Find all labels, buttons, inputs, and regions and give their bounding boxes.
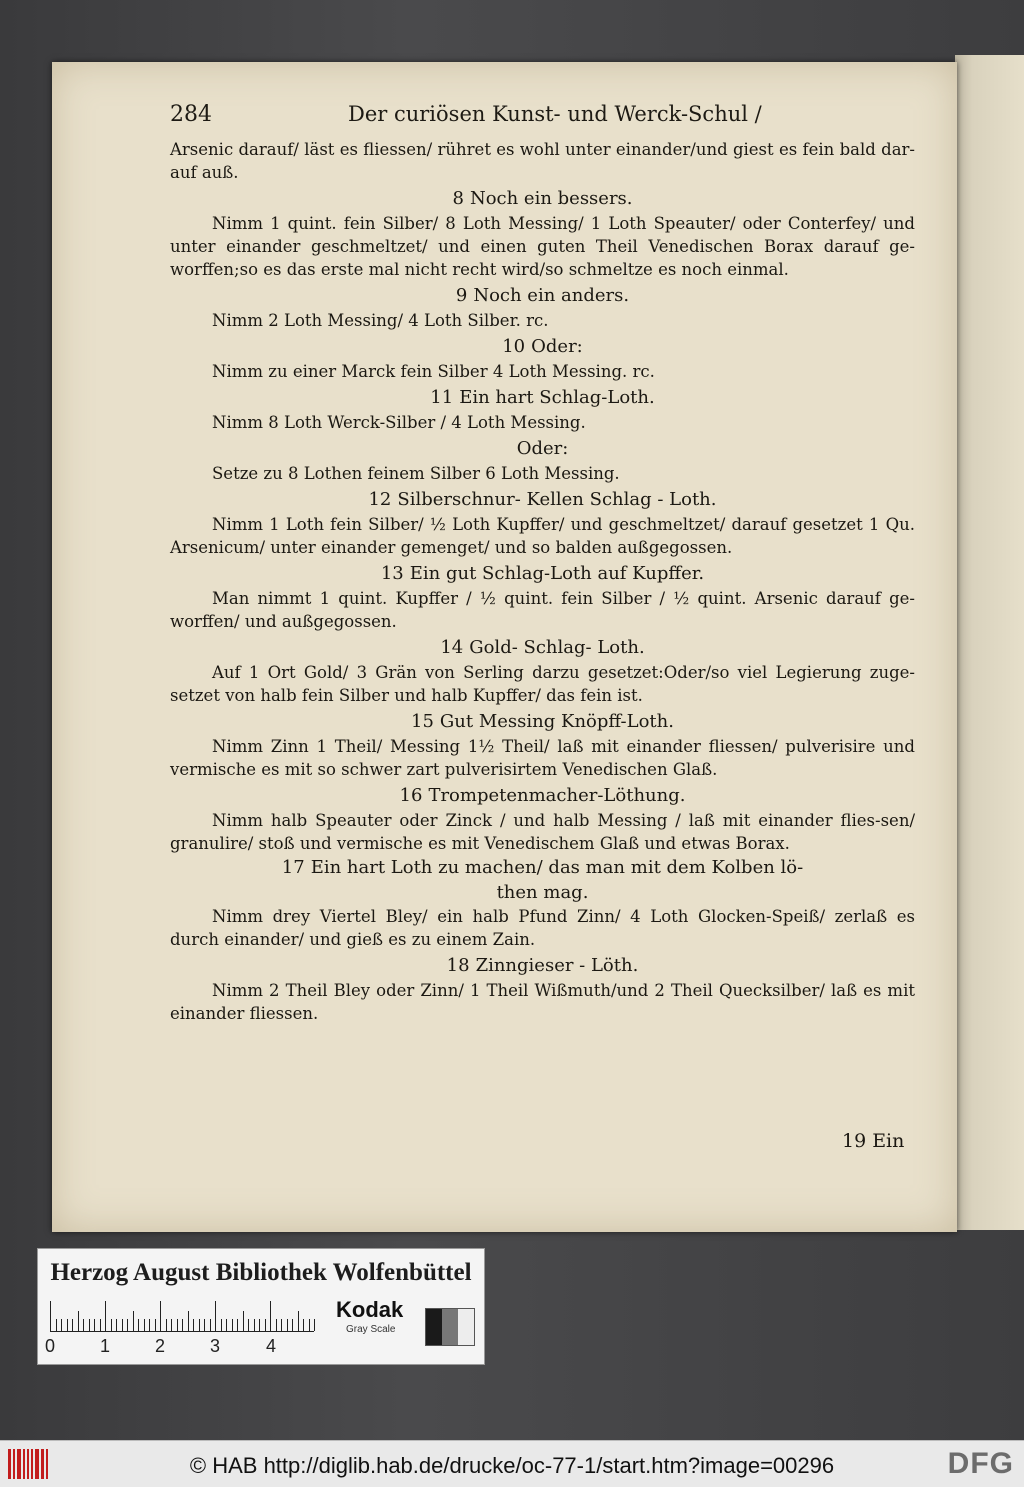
- ruler-tick: [215, 1301, 216, 1331]
- ruler-tick: [265, 1319, 266, 1331]
- ruler-tick: [67, 1319, 68, 1331]
- page-number: 284: [170, 102, 212, 127]
- recipe-heading: [170, 436, 915, 462]
- paragraph: Nimm 1 Loth fein Silber/ ½ Loth Kupffer/ und geschmeltzet/ darauf gesetzet 1 Qu. Arsenicum/ unter einander gemenget/ und so balden außgegossen.: [170, 515, 915, 557]
- ruler-tick: [160, 1301, 161, 1331]
- page-body-text: [170, 138, 915, 1025]
- paragraph: Setze zu 8 Lothen feinem Silber 6 Loth Messing.: [212, 464, 620, 483]
- ruler-tick: [56, 1319, 57, 1331]
- ruler-tick: [111, 1319, 112, 1331]
- ruler-tick: [144, 1319, 145, 1331]
- adjacent-page-edge: [955, 55, 1024, 1230]
- recipe-heading: [170, 783, 915, 809]
- recipe-number: 13: [380, 563, 404, 584]
- color-calibration-card: [37, 1248, 485, 1365]
- ruler-tick: [281, 1319, 282, 1331]
- gray-scale-label: Gray Scale: [346, 1324, 396, 1335]
- recipe-title: Noch ein anders.: [473, 285, 630, 306]
- ruler-tick: [303, 1319, 304, 1331]
- ruler-tick: [232, 1319, 233, 1331]
- recipe-heading: [170, 709, 915, 735]
- ruler-tick: [50, 1301, 51, 1331]
- ruler-tick: [149, 1319, 150, 1331]
- recipe-number: 12: [368, 489, 392, 510]
- recipe-number: 8: [452, 188, 464, 209]
- ruler-tick: [116, 1319, 117, 1331]
- ruler-tick: [298, 1311, 299, 1331]
- paragraph: Nimm 8 Loth Werck-Silber / 4 Loth Messing.: [212, 413, 586, 432]
- recipe-title: Trompetenmacher-Löthung.: [428, 785, 686, 806]
- paragraph: Arsenic darauf/ läst es fliessen/ rühret es wohl unter einander/und giest es fein bald dar-auf auß.: [170, 140, 915, 182]
- recipe-title: Ein hart Schlag-Loth.: [459, 387, 655, 408]
- ruler-tick: [193, 1319, 194, 1331]
- ruler-number: 1: [100, 1336, 111, 1356]
- ruler-number: 4: [266, 1336, 277, 1356]
- ruler-tick: [188, 1311, 189, 1331]
- recipe-title: Zinngieser - Löth.: [475, 955, 639, 976]
- ruler-tick: [270, 1301, 271, 1331]
- ruler-tick: [166, 1319, 167, 1331]
- ruler-tick: [237, 1319, 238, 1331]
- recipe-title: Ein gut Schlag-Loth auf Kupffer.: [409, 563, 705, 584]
- ruler-tick: [94, 1319, 95, 1331]
- ruler-tick: [138, 1319, 139, 1331]
- swatch-black: [426, 1309, 442, 1345]
- card-title: Herzog August Bibliothek Wolfenbüttel: [50, 1259, 472, 1286]
- ruler-tick: [61, 1319, 62, 1331]
- paragraph: Nimm 1 quint. fein Silber/ 8 Loth Messing/ 1 Loth Speauter/ oder Conterfey/ und unter einander geschmeltzet/ und einen guten Theil Venedischen Borax darauf ge-worffen;so es das erste mal nicht recht wird/so schmeltze es noch einmal.: [170, 214, 915, 279]
- book-page: [52, 62, 957, 1232]
- recipe-title: Gut Messing Knöpff-Loth.: [439, 711, 674, 732]
- ruler-tick: [221, 1319, 222, 1331]
- ruler-tick: [248, 1319, 249, 1331]
- ruler-tick: [254, 1319, 255, 1331]
- ruler-tick: [127, 1319, 128, 1331]
- ruler-tick: [204, 1319, 205, 1331]
- recipe-title: Silberschnur- Kellen Schlag - Loth.: [397, 489, 717, 510]
- ruler-number: 3: [210, 1336, 221, 1356]
- swatch-gray: [442, 1309, 458, 1345]
- recipe-title: Ein hart Loth zu machen/ das man mit dem Kolben lö-: [310, 857, 804, 878]
- ruler-tick: [314, 1319, 315, 1331]
- ruler-tick: [72, 1319, 73, 1331]
- recipe-heading: [170, 855, 915, 905]
- ruler-tick: [89, 1319, 90, 1331]
- recipe-heading: [170, 635, 915, 661]
- recipe-number: 17: [281, 857, 305, 878]
- paragraph: Man nimmt 1 quint. Kupffer / ½ quint. fein Silber / ½ quint. Arsenic darauf ge-worffen/ und außgegossen.: [170, 589, 915, 631]
- paragraph: Nimm halb Speauter oder Zinck / und halb Messing / laß mit einander flies-sen/ granulire/ stoß und vermische es mit Venedischem Glaß und etwas Borax.: [170, 811, 915, 853]
- recipe-title: Oder:: [531, 336, 583, 357]
- catchword-text: Ein: [872, 1130, 905, 1152]
- paragraph: Nimm zu einer Marck fein Silber 4 Loth Messing. rc.: [212, 362, 655, 381]
- footer-bar: [0, 1440, 1024, 1487]
- recipe-number: 18: [446, 955, 470, 976]
- recipe-title: Gold- Schlag- Loth.: [469, 637, 645, 658]
- recipe-title: Oder:: [516, 438, 569, 459]
- paragraph: Auf 1 Ort Gold/ 3 Grän von Serling darzu gesetzet:Oder/so viel Legierung zuge-setzet von halb fein Silber und halb Kupffer/ das fein ist.: [170, 663, 915, 705]
- ruler-tick: [182, 1319, 183, 1331]
- ruler-tick: [100, 1319, 101, 1331]
- dfg-logo: DFG: [947, 1447, 1014, 1480]
- paragraph: Nimm 2 Theil Bley oder Zinn/ 1 Theil Wißmuth/und 2 Theil Quecksilber/ laß es mit einander fliessen.: [170, 981, 915, 1023]
- recipe-heading: [170, 487, 915, 513]
- ruler-number: 0: [45, 1336, 56, 1356]
- catchword: [842, 1130, 904, 1152]
- ruler-tick: [199, 1319, 200, 1331]
- recipe-title-line: [170, 855, 915, 880]
- ruler-tick: [243, 1311, 244, 1331]
- ruler-number: 2: [155, 1336, 166, 1356]
- measurement-ruler: [50, 1301, 314, 1332]
- kodak-logo: Kodak: [336, 1297, 404, 1322]
- ruler-tick: [292, 1319, 293, 1331]
- ruler-tick: [259, 1319, 260, 1331]
- recipe-number: 15: [411, 711, 434, 732]
- ruler-tick: [155, 1319, 156, 1331]
- ruler-tick: [133, 1311, 134, 1331]
- running-title: Der curiösen Kunst- und Werck-Schul /: [348, 102, 762, 126]
- ruler-tick: [210, 1319, 211, 1331]
- catchword-number: 19: [842, 1130, 867, 1152]
- recipe-title-continuation: then mag.: [496, 882, 589, 903]
- recipe-heading: [170, 283, 915, 309]
- ruler-tick: [171, 1319, 172, 1331]
- ruler-tick: [226, 1319, 227, 1331]
- recipe-number: 11: [430, 387, 454, 408]
- recipe-number: 16: [399, 785, 423, 806]
- ruler-tick: [105, 1301, 106, 1331]
- recipe-number: 14: [440, 637, 464, 658]
- recipe-heading: [170, 953, 915, 979]
- page-header: [170, 102, 810, 132]
- recipe-title: Noch ein bessers.: [469, 188, 633, 209]
- ruler-tick: [177, 1319, 178, 1331]
- paragraph: Nimm Zinn 1 Theil/ Messing 1½ Theil/ laß mit einander fliessen/ pulverisire und vermische es mit so schwer zart pulverisirtem Venedischen Glaß.: [170, 737, 915, 779]
- ruler-tick: [78, 1311, 79, 1331]
- ruler-tick: [276, 1319, 277, 1331]
- recipe-number: 9: [455, 285, 468, 306]
- recipe-heading: [170, 385, 915, 411]
- recipe-heading: [170, 334, 915, 360]
- paragraph: Nimm 2 Loth Messing/ 4 Loth Silber. rc.: [212, 311, 549, 330]
- ruler-tick: [83, 1319, 84, 1331]
- ruler-tick: [287, 1319, 288, 1331]
- recipe-heading: [170, 561, 915, 587]
- ruler-tick: [122, 1319, 123, 1331]
- gray-swatches: [425, 1308, 475, 1346]
- swatch-white: [458, 1309, 474, 1345]
- recipe-heading: [170, 186, 915, 212]
- ruler-tick: [309, 1319, 310, 1331]
- recipe-number: 10: [502, 336, 526, 357]
- footer-credit-link[interactable]: © HAB http://diglib.hab.de/drucke/oc-77-1/start.htm?image=00296: [189, 1453, 835, 1478]
- paragraph: Nimm drey Viertel Bley/ ein halb Pfund Zinn/ 4 Loth Glocken-Speiß/ zerlaß es durch einander/ und gieß es zu einem Zain.: [170, 907, 915, 949]
